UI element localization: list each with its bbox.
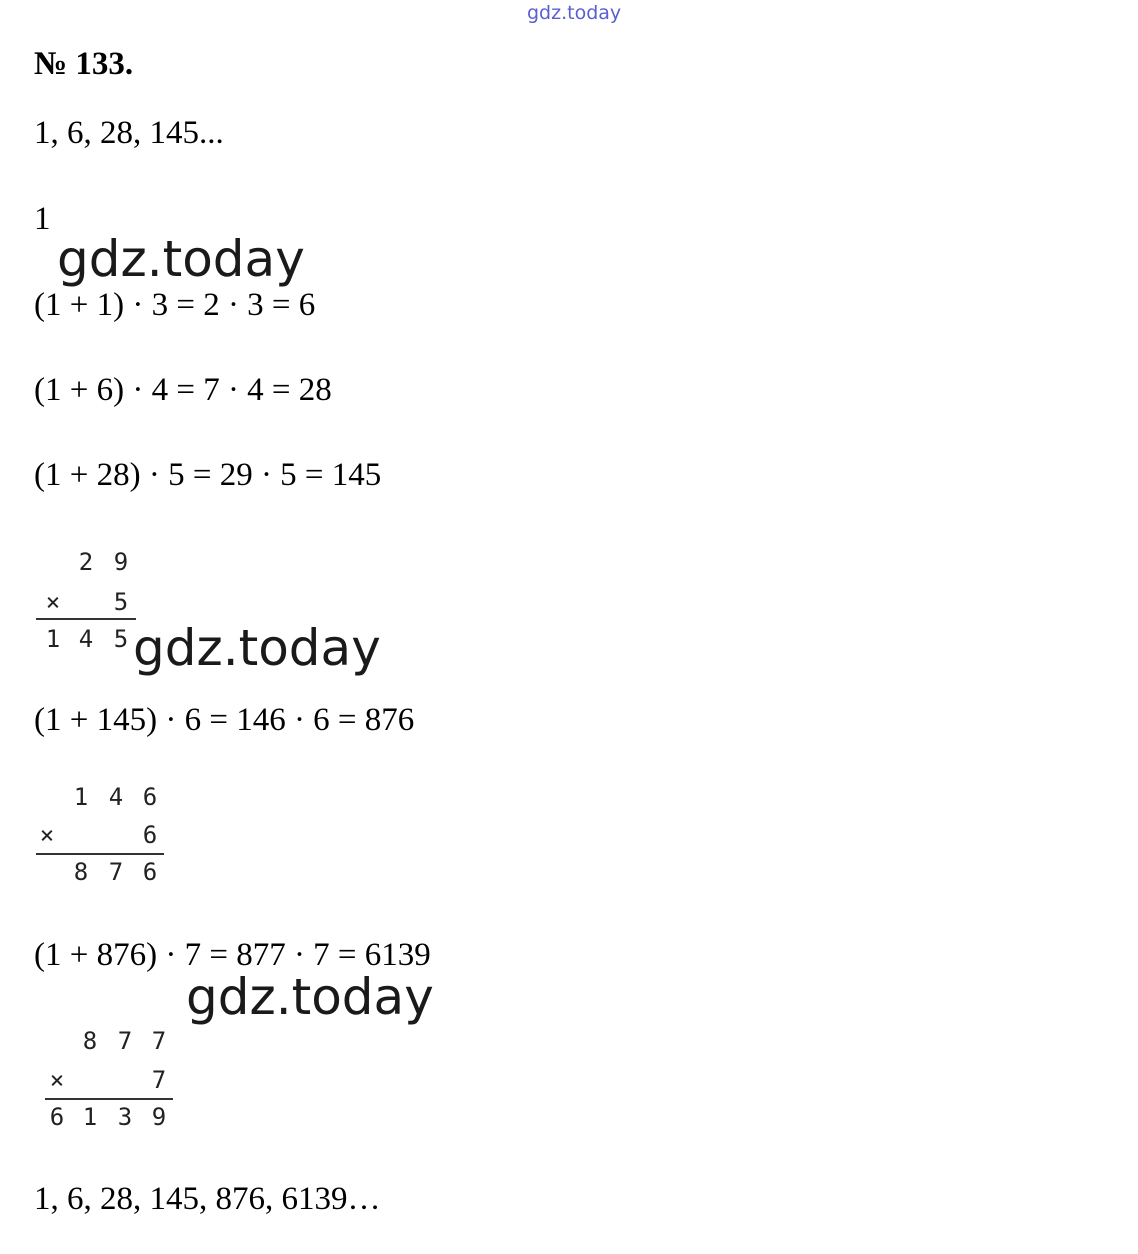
sequence-result: 1, 6, 28, 145, 876, 6139… bbox=[34, 1181, 381, 1217]
column-multiplication-1 bbox=[36, 548, 146, 658]
digit: 5 bbox=[113, 588, 129, 616]
digit: 5 bbox=[113, 625, 129, 653]
digit: 9 bbox=[113, 548, 129, 576]
digit: 6 bbox=[142, 783, 158, 811]
equation-4: (1 + 145) · 6 = 146 · 6 = 876 bbox=[34, 702, 415, 738]
digit: 1 bbox=[82, 1103, 98, 1131]
digit: 4 bbox=[78, 625, 94, 653]
digit: 6 bbox=[49, 1103, 65, 1131]
watermark: gdz.today bbox=[133, 619, 381, 677]
digit: 8 bbox=[73, 858, 89, 886]
multiply-sign: × bbox=[49, 1066, 65, 1094]
result-line bbox=[45, 1098, 173, 1100]
digit: 7 bbox=[108, 858, 124, 886]
watermark-top: gdz.today bbox=[527, 2, 622, 24]
digit: 1 bbox=[73, 783, 89, 811]
watermark: gdz.today bbox=[57, 230, 305, 288]
digit: 1 bbox=[45, 625, 61, 653]
multiply-sign: × bbox=[45, 588, 61, 616]
digit: 6 bbox=[142, 821, 158, 849]
digit: 2 bbox=[78, 548, 94, 576]
result-line bbox=[36, 853, 164, 855]
digit: 4 bbox=[108, 783, 124, 811]
column-multiplication-3 bbox=[40, 1027, 180, 1137]
watermark: gdz.today bbox=[186, 968, 434, 1026]
digit: 9 bbox=[151, 1103, 167, 1131]
problem-number: № 133. bbox=[34, 46, 134, 82]
digit: 7 bbox=[151, 1027, 167, 1055]
equation-2: (1 + 6) · 4 = 7 · 4 = 28 bbox=[34, 372, 332, 408]
digit: 6 bbox=[142, 858, 158, 886]
digit: 7 bbox=[117, 1027, 133, 1055]
first-term: 1 bbox=[34, 201, 51, 237]
equation-1: (1 + 1) · 3 = 2 · 3 = 6 bbox=[34, 287, 316, 323]
digit: 7 bbox=[151, 1066, 167, 1094]
column-multiplication-2 bbox=[36, 783, 176, 893]
digit: 8 bbox=[82, 1027, 98, 1055]
multiply-sign: × bbox=[39, 821, 55, 849]
digit: 3 bbox=[117, 1103, 133, 1131]
equation-5: (1 + 876) · 7 = 877 · 7 = 6139 bbox=[34, 937, 431, 973]
equation-3: (1 + 28) · 5 = 29 · 5 = 145 bbox=[34, 457, 382, 493]
result-line bbox=[36, 618, 136, 620]
sequence-start: 1, 6, 28, 145... bbox=[34, 115, 224, 151]
